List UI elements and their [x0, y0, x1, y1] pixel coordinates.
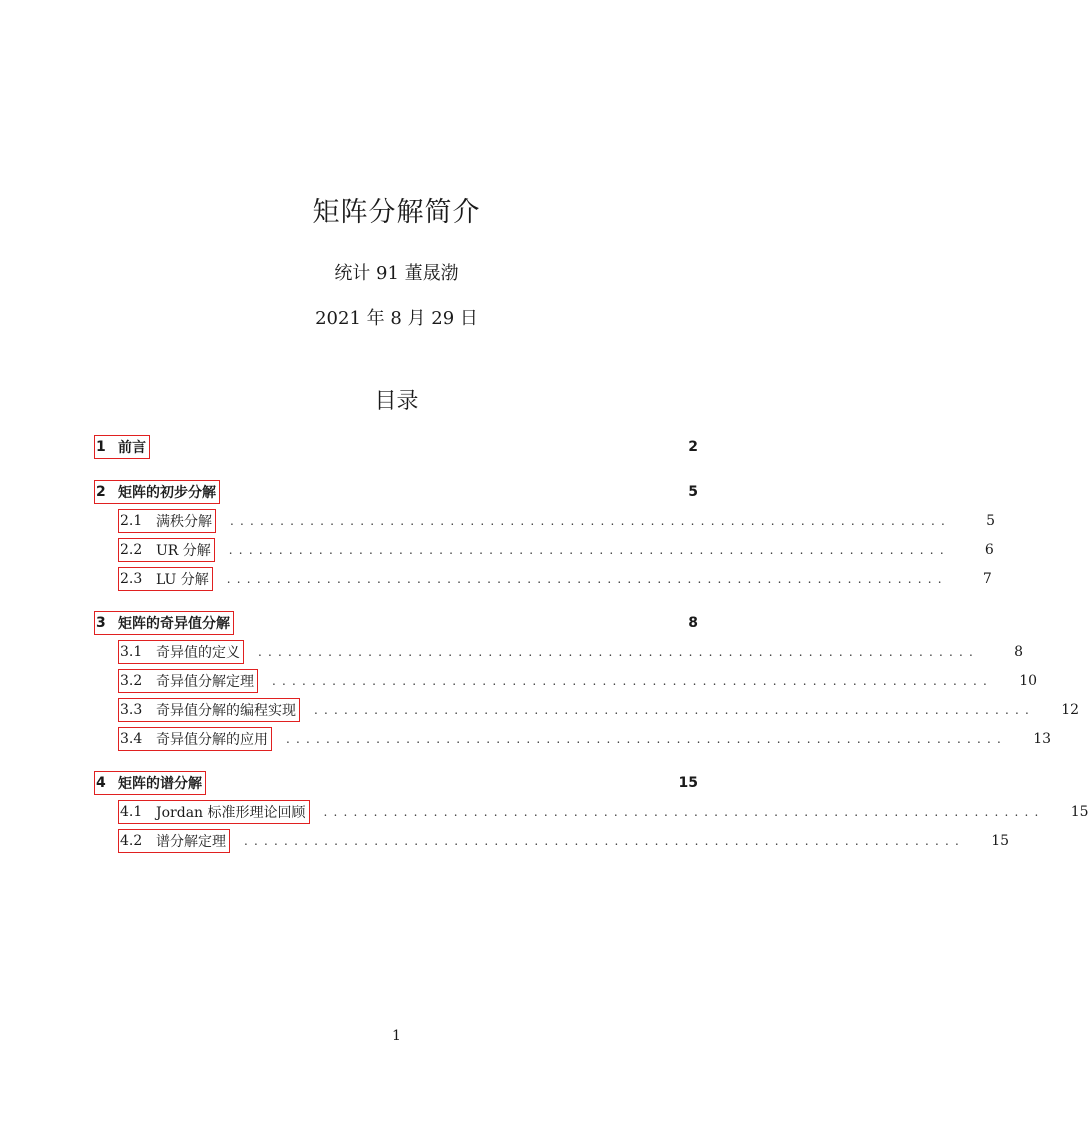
toc-page: 15 — [678, 775, 698, 791]
toc-label: 前言 — [118, 440, 146, 456]
toc-entry-4-1 — [120, 800, 1089, 824]
toc-number: 3 — [96, 615, 106, 631]
toc-link-2[interactable] — [94, 480, 220, 504]
toc-label: 谱分解定理 — [156, 834, 226, 850]
toc-number: 4 — [96, 775, 106, 791]
toc-number: 1 — [96, 439, 106, 455]
toc-page: 12 — [1061, 702, 1080, 718]
toc-entry-3 — [96, 611, 698, 635]
toc-link-3-3[interactable] — [118, 698, 300, 722]
toc-link-3-4[interactable] — [118, 727, 272, 751]
toc-leader-dots: ........................................................................ — [272, 674, 994, 688]
toc-number: 4.2 — [120, 833, 143, 849]
toc-entry-3-4 — [120, 727, 1052, 751]
toc-link-3[interactable] — [94, 611, 234, 635]
toc-link-2-2[interactable] — [118, 538, 215, 562]
toc-link-3-1[interactable] — [118, 640, 244, 664]
toc-entry-3-1 — [120, 640, 1024, 664]
date-line: 2021 年 8 月 29 日 — [315, 308, 478, 329]
toc-heading: 目录 — [374, 389, 419, 414]
toc-number: 2 — [96, 484, 106, 500]
toc-page: 8 — [1014, 644, 1024, 660]
page-number: 1 — [392, 1028, 401, 1044]
toc-label: 满秩分解 — [156, 514, 212, 530]
toc-entry-4-2 — [120, 829, 1010, 853]
toc-link-4-2[interactable] — [118, 829, 230, 853]
toc-page: 15 — [991, 833, 1010, 849]
toc-entry-1 — [96, 435, 698, 459]
toc-entry-3-3 — [120, 698, 1080, 722]
toc-link-2-1[interactable] — [118, 509, 216, 533]
toc-page: 15 — [1070, 804, 1089, 820]
toc-leader-dots: ........................................................................ — [226, 572, 948, 586]
document-title: 矩阵分解简介 — [312, 197, 481, 228]
author-line: 统计 91 董晟渤 — [334, 263, 459, 284]
toc-label: UR 分解 — [156, 543, 211, 559]
toc-label: 奇异值分解的编程实现 — [156, 703, 296, 719]
toc-page: 2 — [688, 439, 698, 455]
toc-label: 矩阵的谱分解 — [118, 776, 202, 792]
toc-number: 3.2 — [120, 673, 143, 689]
toc-number: 3.1 — [120, 644, 143, 660]
toc-number: 3.3 — [120, 702, 143, 718]
toc-leader-dots: ........................................................................ — [323, 805, 1045, 819]
toc-entry-2-2 — [120, 538, 994, 562]
toc-leader-dots: ........................................................................ — [244, 834, 966, 848]
toc-page: 7 — [982, 571, 992, 587]
toc-page: 10 — [1019, 673, 1038, 689]
toc-page: 5 — [986, 513, 996, 529]
toc-link-1[interactable] — [94, 435, 150, 459]
toc-leader-dots: ........................................................................ — [230, 514, 952, 528]
toc-label: Jordan 标准形理论回顾 — [156, 805, 306, 821]
toc-number: 2.2 — [120, 542, 143, 558]
toc-label: 奇异值分解的应用 — [156, 732, 268, 748]
toc-number: 2.1 — [120, 513, 143, 529]
toc-leader-dots: ........................................................................ — [228, 543, 950, 557]
toc-page: 5 — [688, 484, 698, 500]
toc-number: 4.1 — [120, 804, 143, 820]
toc-page: 6 — [984, 542, 994, 558]
toc-entry-2-3 — [120, 567, 992, 591]
toc-link-3-2[interactable] — [118, 669, 258, 693]
toc-link-2-3[interactable] — [118, 567, 213, 591]
toc-link-4[interactable] — [94, 771, 206, 795]
toc-entry-3-2 — [120, 669, 1038, 693]
toc-leader-dots: ........................................................................ — [258, 645, 980, 659]
toc-page: 13 — [1033, 731, 1052, 747]
toc-number: 2.3 — [120, 571, 143, 587]
toc-number: 3.4 — [120, 731, 143, 747]
toc-page: 8 — [688, 615, 698, 631]
toc-entry-2 — [96, 480, 698, 504]
toc-entry-4 — [96, 771, 698, 795]
toc-label: 奇异值分解定理 — [156, 674, 254, 690]
toc-label: 奇异值的定义 — [156, 645, 240, 661]
toc-label: 矩阵的奇异值分解 — [118, 616, 230, 632]
toc-leader-dots: ........................................................................ — [286, 732, 1008, 746]
toc-label: LU 分解 — [156, 572, 209, 588]
toc-label: 矩阵的初步分解 — [118, 485, 216, 501]
toc-link-4-1[interactable] — [118, 800, 310, 824]
toc-entry-2-1 — [120, 509, 996, 533]
toc-leader-dots: ........................................................................ — [314, 703, 1036, 717]
